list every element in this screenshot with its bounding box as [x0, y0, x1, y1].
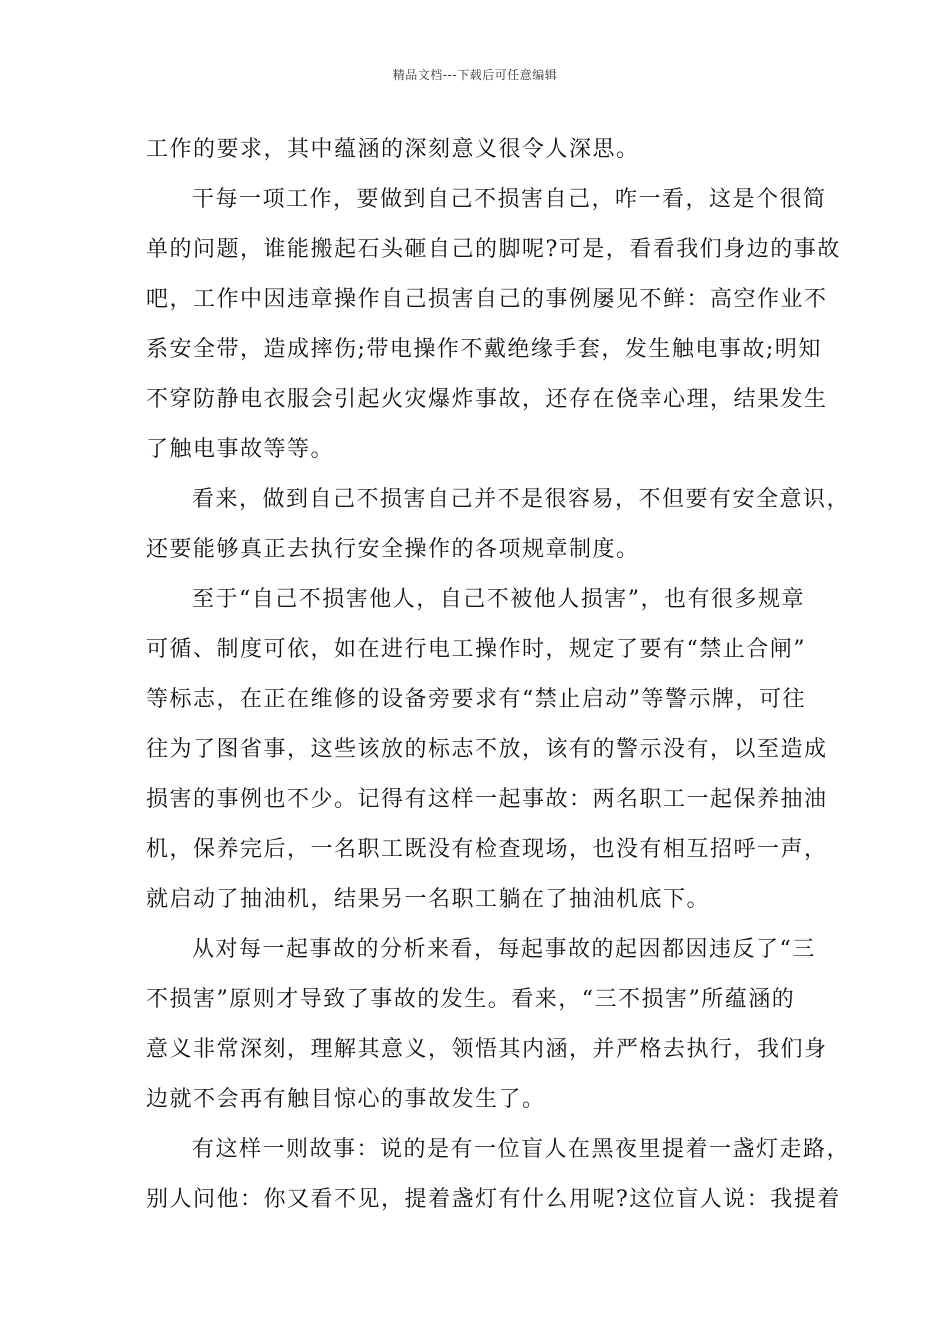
text-line: 单的问题，谁能搬起石头砸自己的脚呢?可是，看看我们身边的事故 — [146, 237, 841, 262]
text-line: 还要能够真正去执行安全操作的各项规章制度。 — [146, 537, 640, 562]
text-line: 不损害”原则才导致了事故的发生。看来，“三不损害”所蕴涵的 — [146, 987, 796, 1012]
text-line: 不穿防静电衣服会引起火灾爆炸事故，还存在侥幸心理，结果发生 — [146, 387, 828, 412]
text-line: 了触电事故等等。 — [146, 437, 335, 462]
text-line: 吧，工作中因违章操作自己损害自己的事例屡见不鲜：高空作业不 — [146, 287, 828, 312]
text-line: 边就不会再有触目惊心的事故发生了。 — [146, 1087, 546, 1112]
text-line: 看来，做到自己不损害自己并不是很容易，不但要有安全意识， — [192, 487, 851, 512]
text-line: 有这样一则故事：说的是有一位盲人在黑夜里提着一盏灯走路， — [192, 1137, 851, 1162]
text-line: 往为了图省事，这些该放的标志不放，该有的警示没有，以至造成 — [146, 737, 828, 762]
text-line: 至于“自己不损害他人，自己不被他人损害”，也有很多规章 — [192, 587, 805, 612]
text-line: 干每一项工作，要做到自己不损害自己，咋一看，这是个很简 — [192, 187, 827, 212]
text-line: 别人问他：你又看不见，提着盏灯有什么用呢?这位盲人说：我提着 — [146, 1187, 841, 1212]
text-line: 可循、制度可依，如在进行电工操作时，规定了要有“禁止合闸” — [146, 637, 806, 662]
page-header: 精品文档---下载后可任意编辑 — [392, 68, 558, 82]
text-line: 就启动了抽油机，结果另一名职工躺在了抽油机底下。 — [146, 887, 711, 912]
text-line: 等标志，在正在维修的设备旁要求有“禁止启动”等警示牌，可往 — [146, 687, 806, 712]
text-line: 工作的要求，其中蕴涵的深刻意义很令人深思。 — [146, 137, 640, 162]
text-line: 系安全带，造成摔伤;带电操作不戴绝缘手套，发生触电事故;明知 — [146, 337, 822, 362]
text-line: 损害的事例也不少。记得有这样一起事故：两名职工一起保养抽油 — [146, 787, 828, 812]
text-line: 意义非常深刻，理解其意义，领悟其内涵，并严格去执行，我们身 — [146, 1037, 828, 1062]
text-line: 机，保养完后，一名职工既没有检查现场，也没有相互招呼一声， — [146, 837, 828, 862]
text-line: 从对每一起事故的分析来看，每起事故的起因都因违反了“三 — [192, 937, 816, 962]
